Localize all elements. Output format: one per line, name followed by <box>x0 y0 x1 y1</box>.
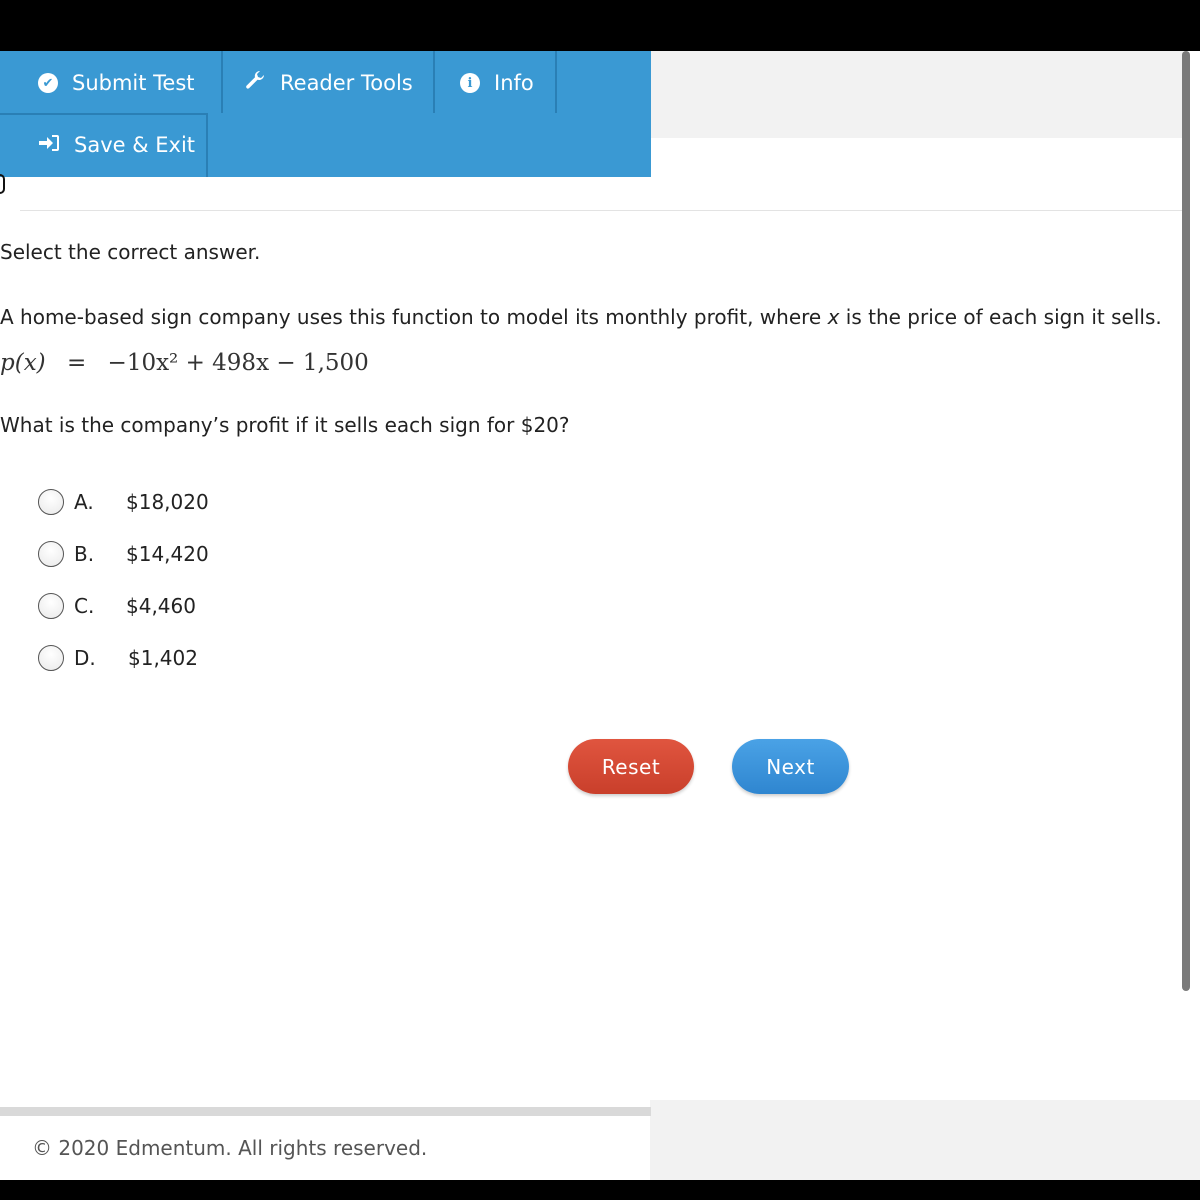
radio-button[interactable] <box>38 593 64 619</box>
instruction-text: Select the correct answer. <box>0 240 261 264</box>
reader-tools-label: Reader Tools <box>280 71 413 95</box>
header-divider <box>20 210 1185 211</box>
toolbar-divider <box>433 51 435 113</box>
option-letter: C. <box>74 594 95 618</box>
toolbar-divider <box>221 51 223 113</box>
option-letter: A. <box>74 490 94 514</box>
footer-divider <box>0 1107 651 1116</box>
radio-button[interactable] <box>38 489 64 515</box>
question-stem <box>0 305 1162 329</box>
stem-variable: x <box>827 305 840 329</box>
option-value: $4,460 <box>126 594 196 618</box>
sign-in-arrow-icon <box>38 133 60 157</box>
test-toolbar <box>0 51 651 177</box>
left-edge-mark <box>0 174 5 194</box>
save-exit-label: Save & Exit <box>74 133 196 157</box>
equation-rhs: −10x² + 498x − 1,500 <box>107 350 369 376</box>
option-value: $18,020 <box>126 490 209 514</box>
answer-option-d[interactable] <box>38 643 198 673</box>
equation-equals: = <box>66 350 87 376</box>
stem-text-start: A home-based sign company uses this function to model its monthly profit, where <box>0 305 828 329</box>
check-circle-icon: ✔ <box>38 73 58 93</box>
option-letter: D. <box>74 646 96 670</box>
info-button[interactable] <box>460 70 534 96</box>
answer-option-a[interactable] <box>38 487 209 517</box>
header-background <box>650 51 1185 138</box>
submit-test-label: Submit Test <box>72 71 195 95</box>
equation-lhs: p(x) <box>0 350 46 376</box>
toolbar-row-divider <box>0 113 207 115</box>
reset-button[interactable]: Reset <box>568 739 694 794</box>
reader-tools-button[interactable] <box>244 70 413 96</box>
info-label: Info <box>494 71 534 95</box>
option-letter: B. <box>74 542 95 566</box>
toolbar-divider <box>555 51 557 113</box>
save-exit-button[interactable] <box>38 132 195 158</box>
profit-equation <box>0 350 369 376</box>
copyright-text: © 2020 Edmentum. All rights reserved. <box>32 1136 428 1160</box>
stem-text-end: is the price of each sign it sells. <box>839 305 1162 329</box>
submit-test-button[interactable] <box>38 70 195 96</box>
answer-option-b[interactable] <box>38 539 209 569</box>
toolbar-divider <box>206 113 208 177</box>
bottom-black-bar <box>0 1180 1200 1200</box>
vertical-scrollbar[interactable] <box>1182 51 1190 991</box>
radio-button[interactable] <box>38 541 64 567</box>
option-value: $14,420 <box>126 542 209 566</box>
top-black-bar <box>0 0 1200 51</box>
footer-background <box>650 1100 1200 1180</box>
next-button[interactable]: Next <box>732 739 849 794</box>
wrench-icon <box>244 70 266 97</box>
question-prompt: What is the company’s profit if it sells each sign for $20? <box>0 413 570 437</box>
info-icon: i <box>460 73 480 93</box>
answer-option-c[interactable] <box>38 591 196 621</box>
option-value: $1,402 <box>128 646 198 670</box>
radio-button[interactable] <box>38 645 64 671</box>
